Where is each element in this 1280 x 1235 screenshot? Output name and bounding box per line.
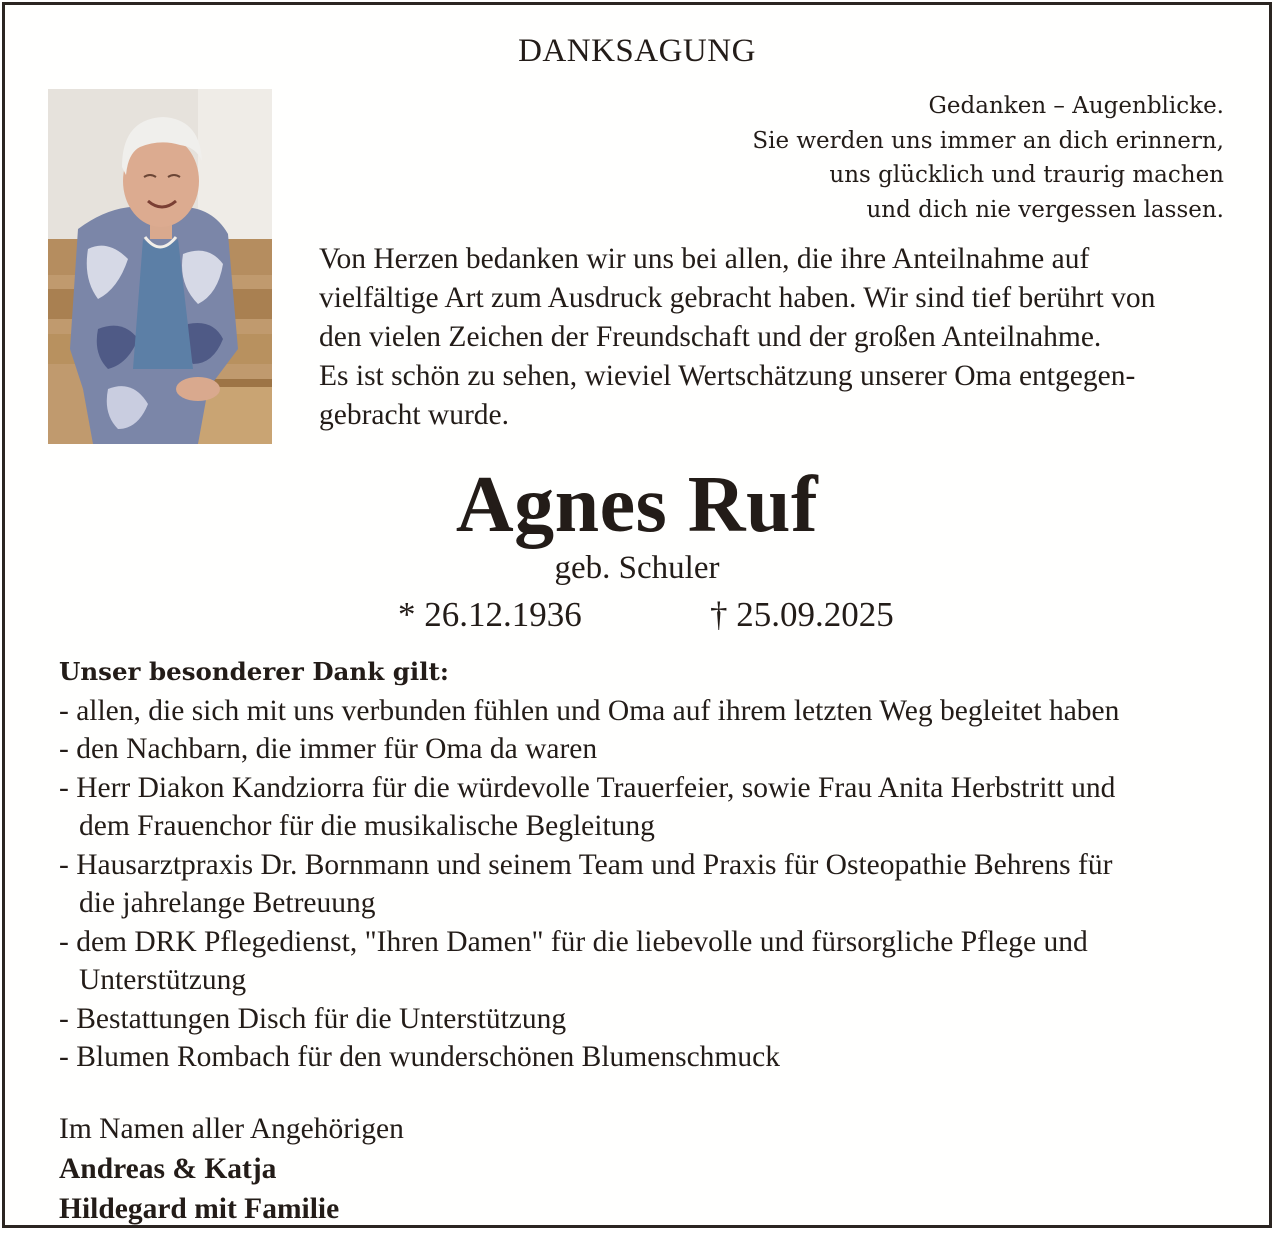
thanks-item: - Blumen Rombach für den wunderschönen Blumenschmuck [59,1041,780,1073]
intro-line: Es ist schön zu sehen, wieviel Wertschätzung unserer Oma entgegen- [319,360,1136,392]
portrait-photo [48,89,272,444]
thanks-item: - Hausarztpraxis Dr. Bornmann und seinem Team und Praxis für Osteopathie Behrens für [59,848,1113,881]
intro-text [319,240,1239,435]
poem-line: Gedanken – Augenblicke. [928,93,1224,119]
deceased-name: Agnes Ruf [455,461,819,549]
thanks-section [59,653,1259,1077]
thanks-item: - Herr Diakon Kandziorra für die würdevolle Trauerfeier, sowie Frau Anita Herbstritt und [59,771,1116,804]
obituary-card [2,2,1272,1228]
signature [59,1109,404,1229]
thanks-item-continuation: Unterstützung [79,964,247,996]
maiden-name: geb. Schuler [554,550,720,586]
thanks-item: - Bestattungen Disch für die Unterstützung [59,1002,567,1035]
poem-line: Sie werden uns immer an dich erinnern, [752,127,1224,154]
birth-date: * 26.12.1936 [398,595,582,634]
signature-line: Im Namen aller Angehörigen [59,1113,404,1145]
intro-line: den vielen Zeichen der Freundschaft und der großen Anteilnahme. [319,321,1102,353]
portrait-image [48,89,272,444]
thanks-item: - den Nachbarn, die immer für Oma da waren [59,733,598,765]
intro-line: gebracht wurde. [319,399,510,431]
heading: DANKSAGUNG [518,33,756,69]
thanks-item-continuation: dem Frauenchor für die musikalische Begleitung [79,810,655,842]
thanks-item-continuation: die jahrelange Betreuung [79,887,376,919]
thanks-item: - dem DRK Pflegedienst, "Ihren Damen" für die liebevolle und fürsorgliche Pflege und [59,925,1088,958]
intro-line: Von Herzen bedanken wir uns bei allen, die ihre Anteilnahme auf [319,243,1090,275]
poem-line: und dich nie vergessen lassen. [866,196,1224,223]
intro-line: vielfältige Art zum Ausdruck gebracht haben. Wir sind tief berührt von [319,282,1156,314]
thanks-item: - allen, die sich mit uns verbunden fühlen und Oma auf ihrem letzten Weg begleitet haben [59,694,1120,727]
death-date: † 25.09.2025 [710,595,894,634]
poem-line: uns glücklich und traurig machen [829,162,1224,188]
signature-name: Hildegard mit Familie [59,1193,340,1225]
signature-name: Andreas & Katja [59,1153,277,1185]
thanks-title: Unser besonderer Dank gilt: [59,657,449,686]
poem [752,89,1224,227]
